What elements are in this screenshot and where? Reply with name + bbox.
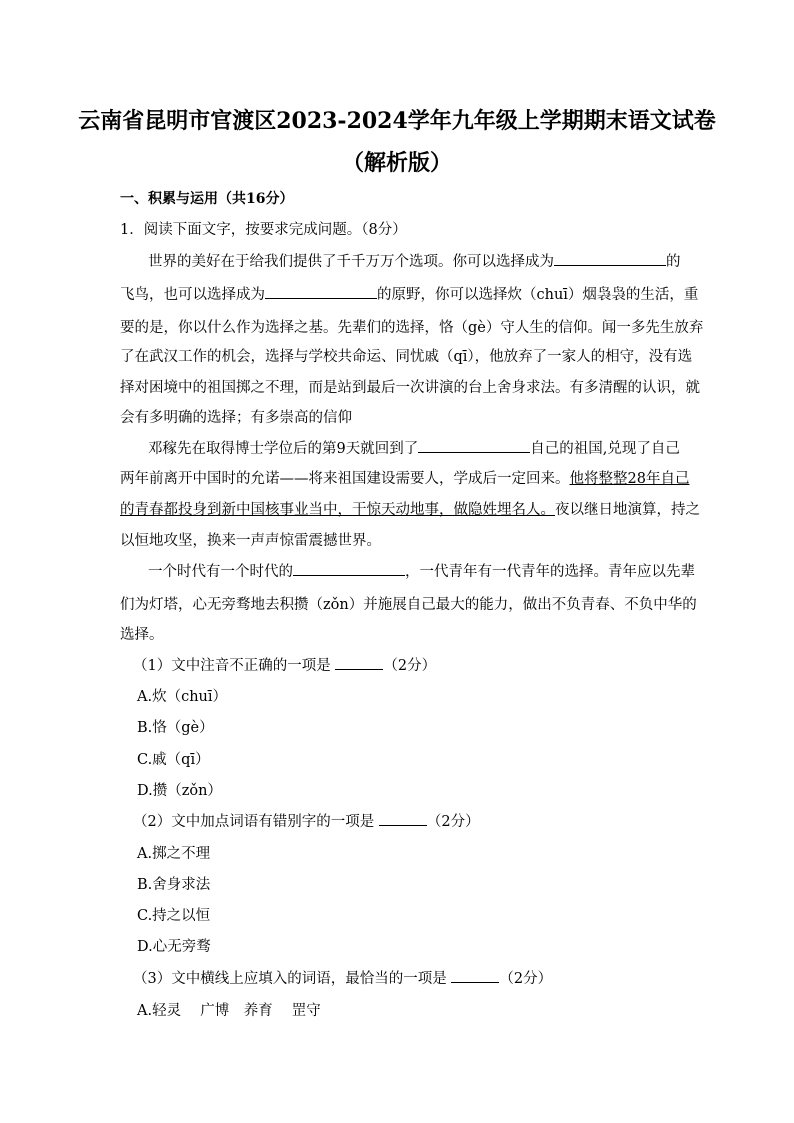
question-prompt: （3）文中横线上应填入的词语，最恰当的一项是 [133,971,447,987]
passage-text: 自己的祖国,兑现了自己 [530,441,680,457]
option-b: B.恪（gè） [137,720,214,736]
option-c: C.戚（qī） [137,752,210,768]
question-prompt: （2）文中加点词语有错别字的一项是 [133,814,375,830]
answer-blank [265,284,377,299]
sub-question-3 [133,967,693,988]
answer-blank [335,655,383,670]
passage-text: 一个时代有一个时代的 [148,564,293,580]
passage-line [148,437,708,458]
passage-text: 邓稼先在取得博士学位后的第9天就回到了 [148,441,419,457]
option-d: D.攒（zǒn） [137,783,222,799]
underlined-text: 他将整整28年自己 [569,471,690,487]
answer-blank [451,968,499,983]
passage-text: ，一代青年有一代青年的选择。青年应以先辈 [405,564,695,580]
answer-blank [293,561,405,576]
passage-text: 飞鸟，也可以选择成为 [120,287,265,303]
passage-text: 的原野，你可以选择炊（chuī）烟袅袅的生活，重 [377,287,699,303]
passage-text: 世界的美好在于给我们提供了千千万万个选项。你可以选择成为 [148,254,554,270]
passage-line [120,498,700,519]
page-title: 云南省昆明市官渡区2023-2024学年九年级上学期期末语文试卷 [78,108,716,134]
option-a: A.轻灵 广博 养育 罡守 [137,1003,321,1019]
underlined-text: 的青春都投身到新中国核事业当中，干惊天动地事，做隐姓埋名人。 [120,502,555,518]
passage-text: 两年前离开中国时的允诺——将来祖国建设需要人，学成后一定回来。 [120,471,570,487]
question-prompt: （1）文中注音不正确的一项是 [133,658,331,674]
option-c: C.持之以恒 [137,908,211,924]
question-header: 1．阅读下面文字，按要求完成问题。（8分） [120,222,407,238]
passage-line: 了在武汉工作的机会，选择与学校共命运、同忧戚（qī），他放弃了一家人的相守，没有选 [120,349,693,365]
passage-line: 要的是，你以什么作为选择之基。先辈们的选择，恪（gè）守人生的信仰。闻一多先生放弃 [120,320,704,336]
answer-blank [379,811,427,826]
option-d: D.心无旁骛 [137,939,211,955]
passage-line: 选择。 [120,627,164,643]
page-subtitle: （解析版） [341,150,452,176]
passage-line [120,283,699,304]
sub-question-1 [133,654,693,675]
question-points: （2分） [426,814,480,830]
option-a: A.掷之不理 [137,846,211,862]
answer-blank [554,251,666,266]
passage-line: 择对困境中的祖国掷之不理，而是站到最后一次讲演的台上舍身求法。有多清醒的认识，就 [120,380,700,396]
passage-line [120,467,690,488]
answer-blank [418,438,530,453]
passage-line: 们为灯塔，心无旁骛地去积攒（zǒn）并施展自己最大的能力，做出不负青春、不负中华的 [120,597,697,613]
option-b: B.舍身求法 [137,877,211,893]
question-points: （2分） [383,658,437,674]
passage-text: 夜以继日地演算，持之 [555,502,700,518]
passage-line [148,250,708,271]
passage-line [148,560,708,581]
passage-text: 的 [666,254,681,270]
passage-line: 会有多明确的选择；有多崇高的信仰 [120,410,352,426]
option-a: A.炊（chuī） [137,689,228,705]
sub-question-2 [133,810,693,831]
question-points: （2分） [499,971,553,987]
section-heading: 一、积累与运用（共16分） [120,191,294,207]
passage-line: 以恒地攻坚，换来一声声惊雷震撼世界。 [120,533,381,549]
